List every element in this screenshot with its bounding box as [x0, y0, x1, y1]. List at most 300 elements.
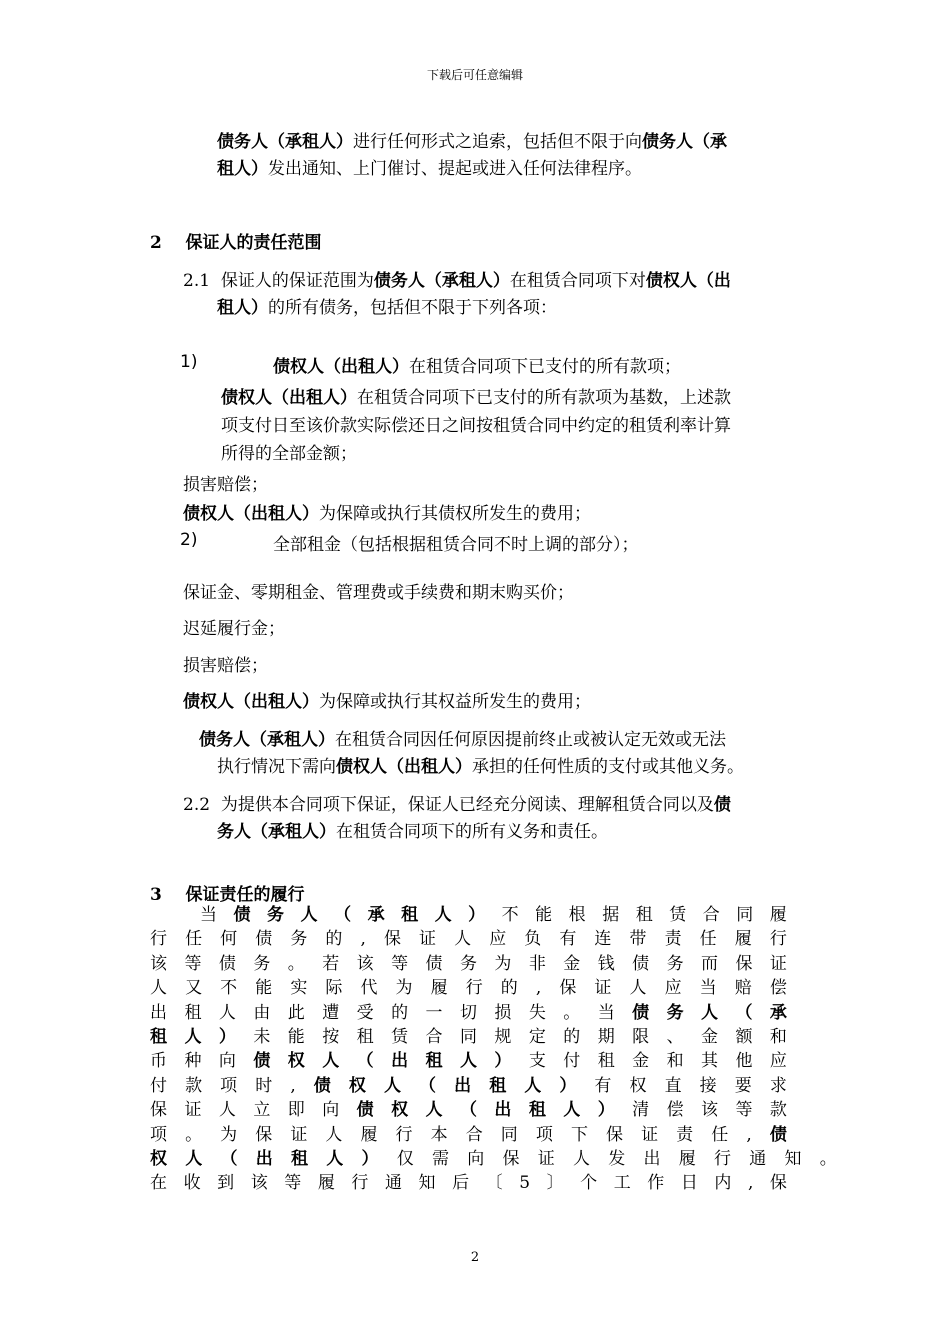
paragraph-char: 人	[701, 1002, 718, 1023]
paragraph-char: 币	[150, 1051, 167, 1072]
paragraph-char: 人	[524, 1075, 542, 1096]
paragraph-char: 人	[326, 1148, 344, 1169]
paragraph-char: 行	[150, 929, 167, 950]
paragraph-char: 能	[287, 1026, 305, 1047]
item-2: 全部租金（包括根据租赁合同不时上调的部分）；	[273, 535, 639, 555]
paragraph-char: 履	[769, 905, 787, 925]
paragraph-char: ,	[747, 1173, 754, 1194]
section-2-heading	[150, 228, 322, 253]
paragraph-char: 租	[489, 1075, 507, 1096]
creditor-term: 债权人（出租人）	[221, 388, 357, 408]
debtor-term: 债务人（承租人）	[217, 132, 353, 152]
section-3-heading	[150, 880, 305, 905]
paragraph-char: 知	[418, 1173, 436, 1194]
paragraph-char: 作	[647, 1173, 665, 1194]
clause-number: 2.1	[183, 271, 211, 291]
paragraph-char: 任	[185, 929, 203, 950]
paragraph-char: 不	[220, 978, 238, 999]
paragraph-char: ）	[361, 1148, 379, 1169]
paragraph-char: 钱	[597, 953, 615, 974]
paragraph-char: ）	[494, 1051, 512, 1072]
paragraph-char: 合	[702, 905, 720, 925]
paragraph-char: 不	[501, 905, 519, 925]
paragraph-char: 证	[769, 953, 787, 974]
paragraph-char: 代	[360, 978, 378, 999]
paragraph-char: 赔	[734, 978, 752, 999]
paragraph-char: 内	[714, 1173, 732, 1194]
paragraph-line	[150, 952, 787, 976]
intro-text-2: 发出通知、上门催讨、提起或进入任何法律程序。	[268, 159, 642, 179]
paragraph-char: 为	[220, 1124, 238, 1145]
paragraph-char: 时	[255, 1075, 273, 1096]
paragraph-char: 何	[220, 929, 238, 950]
intro-line-2	[217, 154, 642, 179]
paragraph-char: 人	[184, 1026, 202, 1047]
paragraph-char: 际	[325, 978, 343, 999]
paragraph-line	[150, 976, 787, 1000]
paragraph-char: 应	[664, 978, 682, 999]
paragraph-char: 遭	[322, 1002, 340, 1023]
paragraph-char: 向	[322, 1100, 340, 1121]
paragraph-char: 行	[395, 1124, 413, 1145]
paragraph-char: 需	[432, 1148, 449, 1169]
paragraph-char: 据	[602, 905, 620, 925]
paragraph-char: 期	[597, 1026, 615, 1047]
deposit-item: 保证金、零期租金、管理费或手续费和期末购买价；	[183, 583, 574, 603]
paragraph-char: 务	[666, 953, 684, 974]
paragraph-char: 人	[300, 905, 318, 925]
paragraph-char: 和	[769, 1026, 787, 1047]
paragraph-char: 通	[384, 1173, 402, 1194]
paragraph-char: 人	[218, 1100, 236, 1121]
creditor-term: 债权人（出租人）	[336, 757, 472, 777]
clause-text: 为提供本合同项下保证，保证人已经充分阅读、理解租赁合同以及	[220, 795, 714, 815]
paragraph-line	[150, 1098, 787, 1122]
clause-2-2-line-1	[183, 790, 731, 815]
paragraph-char: 按	[322, 1026, 340, 1047]
paragraph-char: 应	[489, 929, 507, 950]
paragraph-char: 仅	[396, 1148, 414, 1169]
termination-line-1	[199, 725, 726, 750]
paragraph-char: 务	[253, 953, 271, 974]
paragraph-char: 权	[629, 1075, 647, 1096]
paragraph-char: 债	[313, 1075, 331, 1096]
item-text: 为保障或执行其债权所发生的费用；	[319, 504, 591, 524]
paragraph-char: 人	[563, 1100, 581, 1121]
paragraph-char: 债	[218, 953, 236, 974]
paragraph-char: 求	[769, 1075, 787, 1096]
sub-item-1-line-3: 所得的全部金额；	[221, 444, 357, 464]
paragraph-line	[150, 1049, 787, 1073]
paragraph-char: 证	[184, 1100, 202, 1121]
paragraph-char: 和	[666, 1051, 684, 1072]
paragraph-char: 种	[184, 1051, 202, 1072]
paragraph-char: 出	[255, 1148, 273, 1169]
clause-2-1-line-1	[183, 266, 731, 291]
paragraph-char: 当	[699, 978, 717, 999]
paragraph-line	[150, 1171, 787, 1195]
paragraph-char: 该	[356, 953, 374, 974]
paragraph-char: 为	[494, 953, 512, 974]
paragraph-char: 非	[528, 953, 546, 974]
paragraph-char: 租	[401, 905, 419, 925]
paragraph-char: 根	[568, 905, 586, 925]
paragraph-char: 人	[454, 929, 472, 950]
paragraph-char: 该	[701, 1100, 718, 1121]
paragraph-char: ,	[290, 1075, 296, 1096]
paragraph-char: 立	[253, 1100, 271, 1121]
paragraph-char: 租	[291, 1148, 308, 1169]
sub-item-1-line-1	[221, 383, 731, 408]
fees-item-2	[183, 687, 591, 712]
paragraph-char: 债	[356, 1100, 374, 1121]
section-3-body	[150, 903, 837, 1196]
paragraph-char: 又	[185, 978, 203, 999]
paragraph-char: 在	[150, 1173, 167, 1194]
paragraph-char: 切	[459, 1002, 477, 1023]
paragraph-char: 权	[287, 1051, 305, 1072]
paragraph-char: 本	[430, 1124, 448, 1145]
paragraph-char: 项	[535, 1124, 553, 1145]
termination-line-2	[217, 752, 744, 777]
paragraph-char: 同	[736, 905, 754, 925]
paragraph-char: 租	[425, 1051, 443, 1072]
paragraph-char: 行	[714, 1148, 731, 1169]
paragraph-char: 租	[356, 1026, 374, 1047]
paragraph-char: 权	[348, 1075, 366, 1096]
paragraph-char: 租	[635, 905, 653, 925]
paragraph-char: 人	[150, 978, 167, 999]
paragraph-char: 个	[580, 1173, 598, 1194]
paragraph-char: 保	[559, 978, 577, 999]
intro-line-1	[217, 127, 727, 152]
paragraph-char: 即	[287, 1100, 305, 1121]
paragraph-char: 证	[641, 1124, 659, 1145]
paragraph-char: ）	[597, 1100, 615, 1121]
paragraph-char: 人	[425, 1100, 443, 1121]
paragraph-line	[150, 1001, 787, 1025]
paragraph-char: 人	[629, 978, 647, 999]
paragraph-char: 保	[150, 1100, 167, 1121]
paragraph-char: 款	[185, 1075, 203, 1096]
paragraph-char: 直	[664, 1075, 682, 1096]
paragraph-char: 履	[734, 929, 752, 950]
paragraph-char: 能	[255, 978, 273, 999]
paragraph-line	[150, 1025, 787, 1049]
paragraph-char: 未	[253, 1026, 271, 1047]
paragraph-char: ）	[468, 905, 486, 925]
section-title: 保证人的责任范围	[185, 233, 322, 253]
paragraph-char: 〕	[546, 1173, 564, 1194]
paragraph-char: 金	[701, 1026, 718, 1047]
paragraph-char: 履	[678, 1148, 696, 1169]
paragraph-char: 连	[594, 929, 612, 950]
paragraph-char: 承	[769, 1002, 787, 1023]
paragraph-char: 要	[734, 1075, 752, 1096]
paragraph-char: 行	[769, 929, 787, 950]
paragraph-char: 赁	[391, 1026, 409, 1047]
paragraph-char: 受	[356, 1002, 374, 1023]
paragraph-char: 承	[367, 905, 385, 925]
paragraph-char: 由	[253, 1002, 271, 1023]
debtor-term: 债务人（承租人）	[199, 730, 335, 750]
paragraph-char: 证	[419, 929, 437, 950]
paragraph-char: 向	[467, 1148, 485, 1169]
paragraph-char: 租	[597, 1051, 615, 1072]
creditor-term: 债权人（出租人）	[183, 504, 319, 524]
paragraph-char: （	[419, 1075, 437, 1096]
section-number: 2	[150, 233, 162, 253]
paragraph-char: 接	[699, 1075, 717, 1096]
clause-text: 的所有债务，包括但不限于下列各项：	[268, 298, 557, 318]
paragraph-char: 出	[494, 1100, 512, 1121]
paragraph-char: 务	[459, 953, 477, 974]
paragraph-char: 租	[150, 1026, 167, 1047]
paragraph-char: ）	[559, 1075, 577, 1096]
paragraph-char: 带	[629, 929, 647, 950]
paragraph-char: ,	[360, 929, 366, 950]
paragraph-char: 额	[735, 1026, 753, 1047]
clause-text: 在租赁合同项下的所有义务和责任。	[336, 822, 608, 842]
paragraph-line	[150, 1074, 787, 1098]
paragraph-char: 保	[606, 1124, 624, 1145]
paragraph-char: 、	[666, 1026, 684, 1047]
paragraph-char: 。	[563, 1002, 581, 1023]
paragraph-char: 款	[769, 1100, 787, 1121]
item-1-number: 1)	[180, 352, 198, 372]
paragraph-char: 行	[465, 978, 483, 999]
paragraph-char: 证	[537, 1148, 555, 1169]
debtor-term: 债务人（承租人）	[373, 271, 510, 291]
paragraph-char: 出	[454, 1075, 472, 1096]
paragraph-char: 保	[502, 1148, 520, 1169]
section-number: 3	[150, 885, 162, 905]
paragraph-char: ,	[746, 1124, 752, 1145]
paragraph-char: ,	[535, 978, 542, 999]
paragraph-char: 人	[383, 1075, 401, 1096]
clause-text: 保证人的保证范围为	[220, 271, 374, 291]
item-2-number: 2)	[180, 530, 198, 550]
page-header: 下载后可任意编辑	[426, 68, 523, 82]
paragraph-char: （	[220, 1148, 238, 1169]
paragraph-char: 收	[183, 1173, 201, 1194]
intro-text-1: 进行任何形式之追索，包括但不限于向	[353, 132, 642, 152]
paragraph-char: 同	[500, 1124, 518, 1145]
paragraph-line	[150, 1123, 787, 1147]
paragraph-char: 此	[287, 1002, 305, 1023]
paragraph-char: 债	[233, 905, 251, 925]
paragraph-line	[150, 903, 787, 927]
paragraph-char: 债	[255, 929, 273, 950]
paragraph-char: 有	[559, 929, 577, 950]
creditor-term-tail: 租人）	[217, 298, 268, 318]
paragraph-char: 赁	[669, 905, 687, 925]
paragraph-char: 其	[701, 1051, 718, 1072]
paragraph-char: 债	[632, 1002, 650, 1023]
creditor-term: 债权人（出租人）	[273, 357, 409, 377]
item-text: 在租赁合同因任何原因提前终止或被认定无效或无法	[335, 730, 726, 750]
clause-2-1-line-2	[217, 293, 557, 318]
paragraph-char: 的	[325, 929, 343, 950]
paragraph-char: 人	[573, 1148, 590, 1169]
paragraph-char: 等	[284, 1173, 302, 1194]
paragraph-char: 工	[613, 1173, 631, 1194]
paragraph-char: 保	[769, 1173, 787, 1194]
paragraph-char: 他	[735, 1051, 753, 1072]
late-fee-item: 迟延履行金；	[183, 619, 285, 639]
paragraph-char: 人	[459, 1051, 477, 1072]
paragraph-char: 向	[218, 1051, 236, 1072]
debtor-term: 债务人（承	[642, 132, 727, 152]
paragraph-char: 后	[452, 1173, 470, 1194]
paragraph-char: 合	[425, 1026, 443, 1047]
paragraph-char: 当	[200, 905, 217, 925]
paragraph-char: 任	[699, 929, 717, 950]
paragraph-char: 债	[769, 1124, 787, 1145]
paragraph-char: 通	[749, 1148, 767, 1169]
damages-item-1: 损害赔偿；	[183, 475, 268, 495]
clause-number: 2.2	[183, 795, 211, 815]
paragraph-char: 的	[500, 978, 518, 999]
fees-item-1	[183, 499, 591, 524]
paragraph-char: 人	[325, 1124, 343, 1145]
paragraph-char: 规	[494, 1026, 512, 1047]
creditor-term: 债权人（出租人）	[183, 692, 319, 712]
paragraph-char: 租	[184, 1002, 202, 1023]
paragraph-char: 行	[351, 1173, 369, 1194]
page-number: 2	[470, 1250, 480, 1265]
paragraph-char: 务	[666, 1002, 684, 1023]
paragraph-char: 支	[528, 1051, 546, 1072]
section-title: 保证责任的履行	[185, 885, 305, 905]
paragraph-char: 日	[680, 1173, 698, 1194]
paragraph-char: 〔	[485, 1173, 503, 1194]
item-text: 为保障或执行其权益所发生的费用；	[319, 692, 591, 712]
paragraph-char: 债	[253, 1051, 271, 1072]
paragraph-char: 负	[524, 929, 542, 950]
paragraph-char: 有	[594, 1075, 612, 1096]
paragraph-char: 的	[563, 1026, 581, 1047]
paragraph-char: 人	[434, 905, 452, 925]
paragraph-char: （	[735, 1002, 753, 1023]
sub-item-1-line-2: 项支付日至该价款实际偿还日之间按租赁合同中约定的租赁利率计算	[221, 416, 731, 436]
paragraph-char: 偿	[666, 1100, 684, 1121]
paragraph-char: 若	[322, 953, 340, 974]
paragraph-char: 项	[150, 1124, 167, 1145]
paragraph-char: 权	[150, 1148, 167, 1169]
paragraph-char: 该	[250, 1173, 268, 1194]
paragraph-char: 为	[395, 978, 413, 999]
paragraph-char: 任	[711, 1124, 729, 1145]
paragraph-char: 5	[519, 1173, 531, 1194]
paragraph-char: 损	[494, 1002, 512, 1023]
paragraph-char: 定	[528, 1026, 546, 1047]
paragraph-char: （	[334, 905, 352, 925]
paragraph-char: 等	[391, 953, 409, 974]
paragraph-char: 履	[360, 1124, 378, 1145]
paragraph-char: 合	[465, 1124, 483, 1145]
paragraph-char: 付	[563, 1051, 581, 1072]
paragraph-char: 等	[184, 953, 202, 974]
paragraph-char: 出	[643, 1148, 661, 1169]
debtor-term-tail: 租人）	[217, 159, 268, 179]
paragraph-char: 证	[594, 978, 612, 999]
damages-item-2: 损害赔偿；	[183, 656, 268, 676]
paragraph-char: 履	[430, 978, 448, 999]
creditor-term: 债权人（出	[645, 271, 731, 291]
debtor-term: 债	[713, 795, 731, 815]
item-1	[273, 352, 681, 377]
paragraph-char: 。	[185, 1124, 203, 1145]
paragraph-char: 应	[769, 1051, 787, 1072]
paragraph-char: （	[356, 1051, 374, 1072]
paragraph-char: 保	[255, 1124, 273, 1145]
paragraph-char: 等	[735, 1100, 753, 1121]
paragraph-char: ）	[218, 1026, 236, 1047]
paragraph-char: 。	[287, 953, 305, 974]
paragraph-char: 付	[150, 1075, 167, 1096]
paragraph-char: 债	[632, 953, 650, 974]
paragraph-char: 务	[290, 929, 308, 950]
clause-2-2-line-2	[217, 817, 608, 842]
paragraph-char: 权	[391, 1100, 409, 1121]
paragraph-char: 一	[425, 1002, 443, 1023]
paragraph-char: 而	[701, 953, 718, 974]
debtor-term-tail: 务人（承租人）	[217, 822, 336, 842]
paragraph-char: 责	[676, 1124, 694, 1145]
paragraph-char: 能	[535, 905, 553, 925]
paragraph-char: 到	[217, 1173, 235, 1194]
paragraph-char: 实	[290, 978, 308, 999]
paragraph-char: 清	[632, 1100, 650, 1121]
paragraph-char: 人	[322, 1051, 340, 1072]
paragraph-char: 的	[391, 1002, 409, 1023]
paragraph-char: 金	[563, 953, 581, 974]
paragraph-char: 出	[150, 1002, 167, 1023]
paragraph-char: （	[459, 1100, 477, 1121]
paragraph-char: 失	[528, 1002, 546, 1023]
paragraph-char: 租	[528, 1100, 546, 1121]
paragraph-char: 项	[220, 1075, 238, 1096]
item-text: 承担的任何性质的支付或其他义务。	[472, 757, 744, 777]
paragraph-char: 保	[383, 929, 401, 950]
paragraph-char: 责	[664, 929, 682, 950]
item-text: 执行情况下需向	[217, 757, 336, 777]
clause-text: 在租赁合同项下对	[509, 271, 646, 291]
paragraph-char: 当	[597, 1002, 615, 1023]
paragraph-line	[150, 1147, 837, 1171]
paragraph-char: 。	[819, 1148, 837, 1169]
item-text: 在租赁合同项下已支付的所有款项为基数，上述款	[357, 388, 731, 408]
paragraph-char: 务	[267, 905, 285, 925]
paragraph-char: 偿	[769, 978, 787, 999]
paragraph-char: 发	[608, 1148, 626, 1169]
paragraph-char: 证	[290, 1124, 308, 1145]
paragraph-char: 出	[391, 1051, 409, 1072]
paragraph-char: 知	[784, 1148, 802, 1169]
paragraph-line	[150, 927, 787, 951]
paragraph-char: 债	[425, 953, 443, 974]
paragraph-char: 履	[317, 1173, 335, 1194]
paragraph-char: 该	[150, 953, 167, 974]
paragraph-char: 同	[459, 1026, 477, 1047]
paragraph-char: 金	[632, 1051, 650, 1072]
paragraph-char: 下	[570, 1124, 588, 1145]
paragraph-char: 人	[185, 1148, 203, 1169]
paragraph-char: 人	[218, 1002, 236, 1023]
paragraph-char: 限	[632, 1026, 650, 1047]
item-text: 在租赁合同项下已支付的所有款项；	[409, 357, 681, 377]
